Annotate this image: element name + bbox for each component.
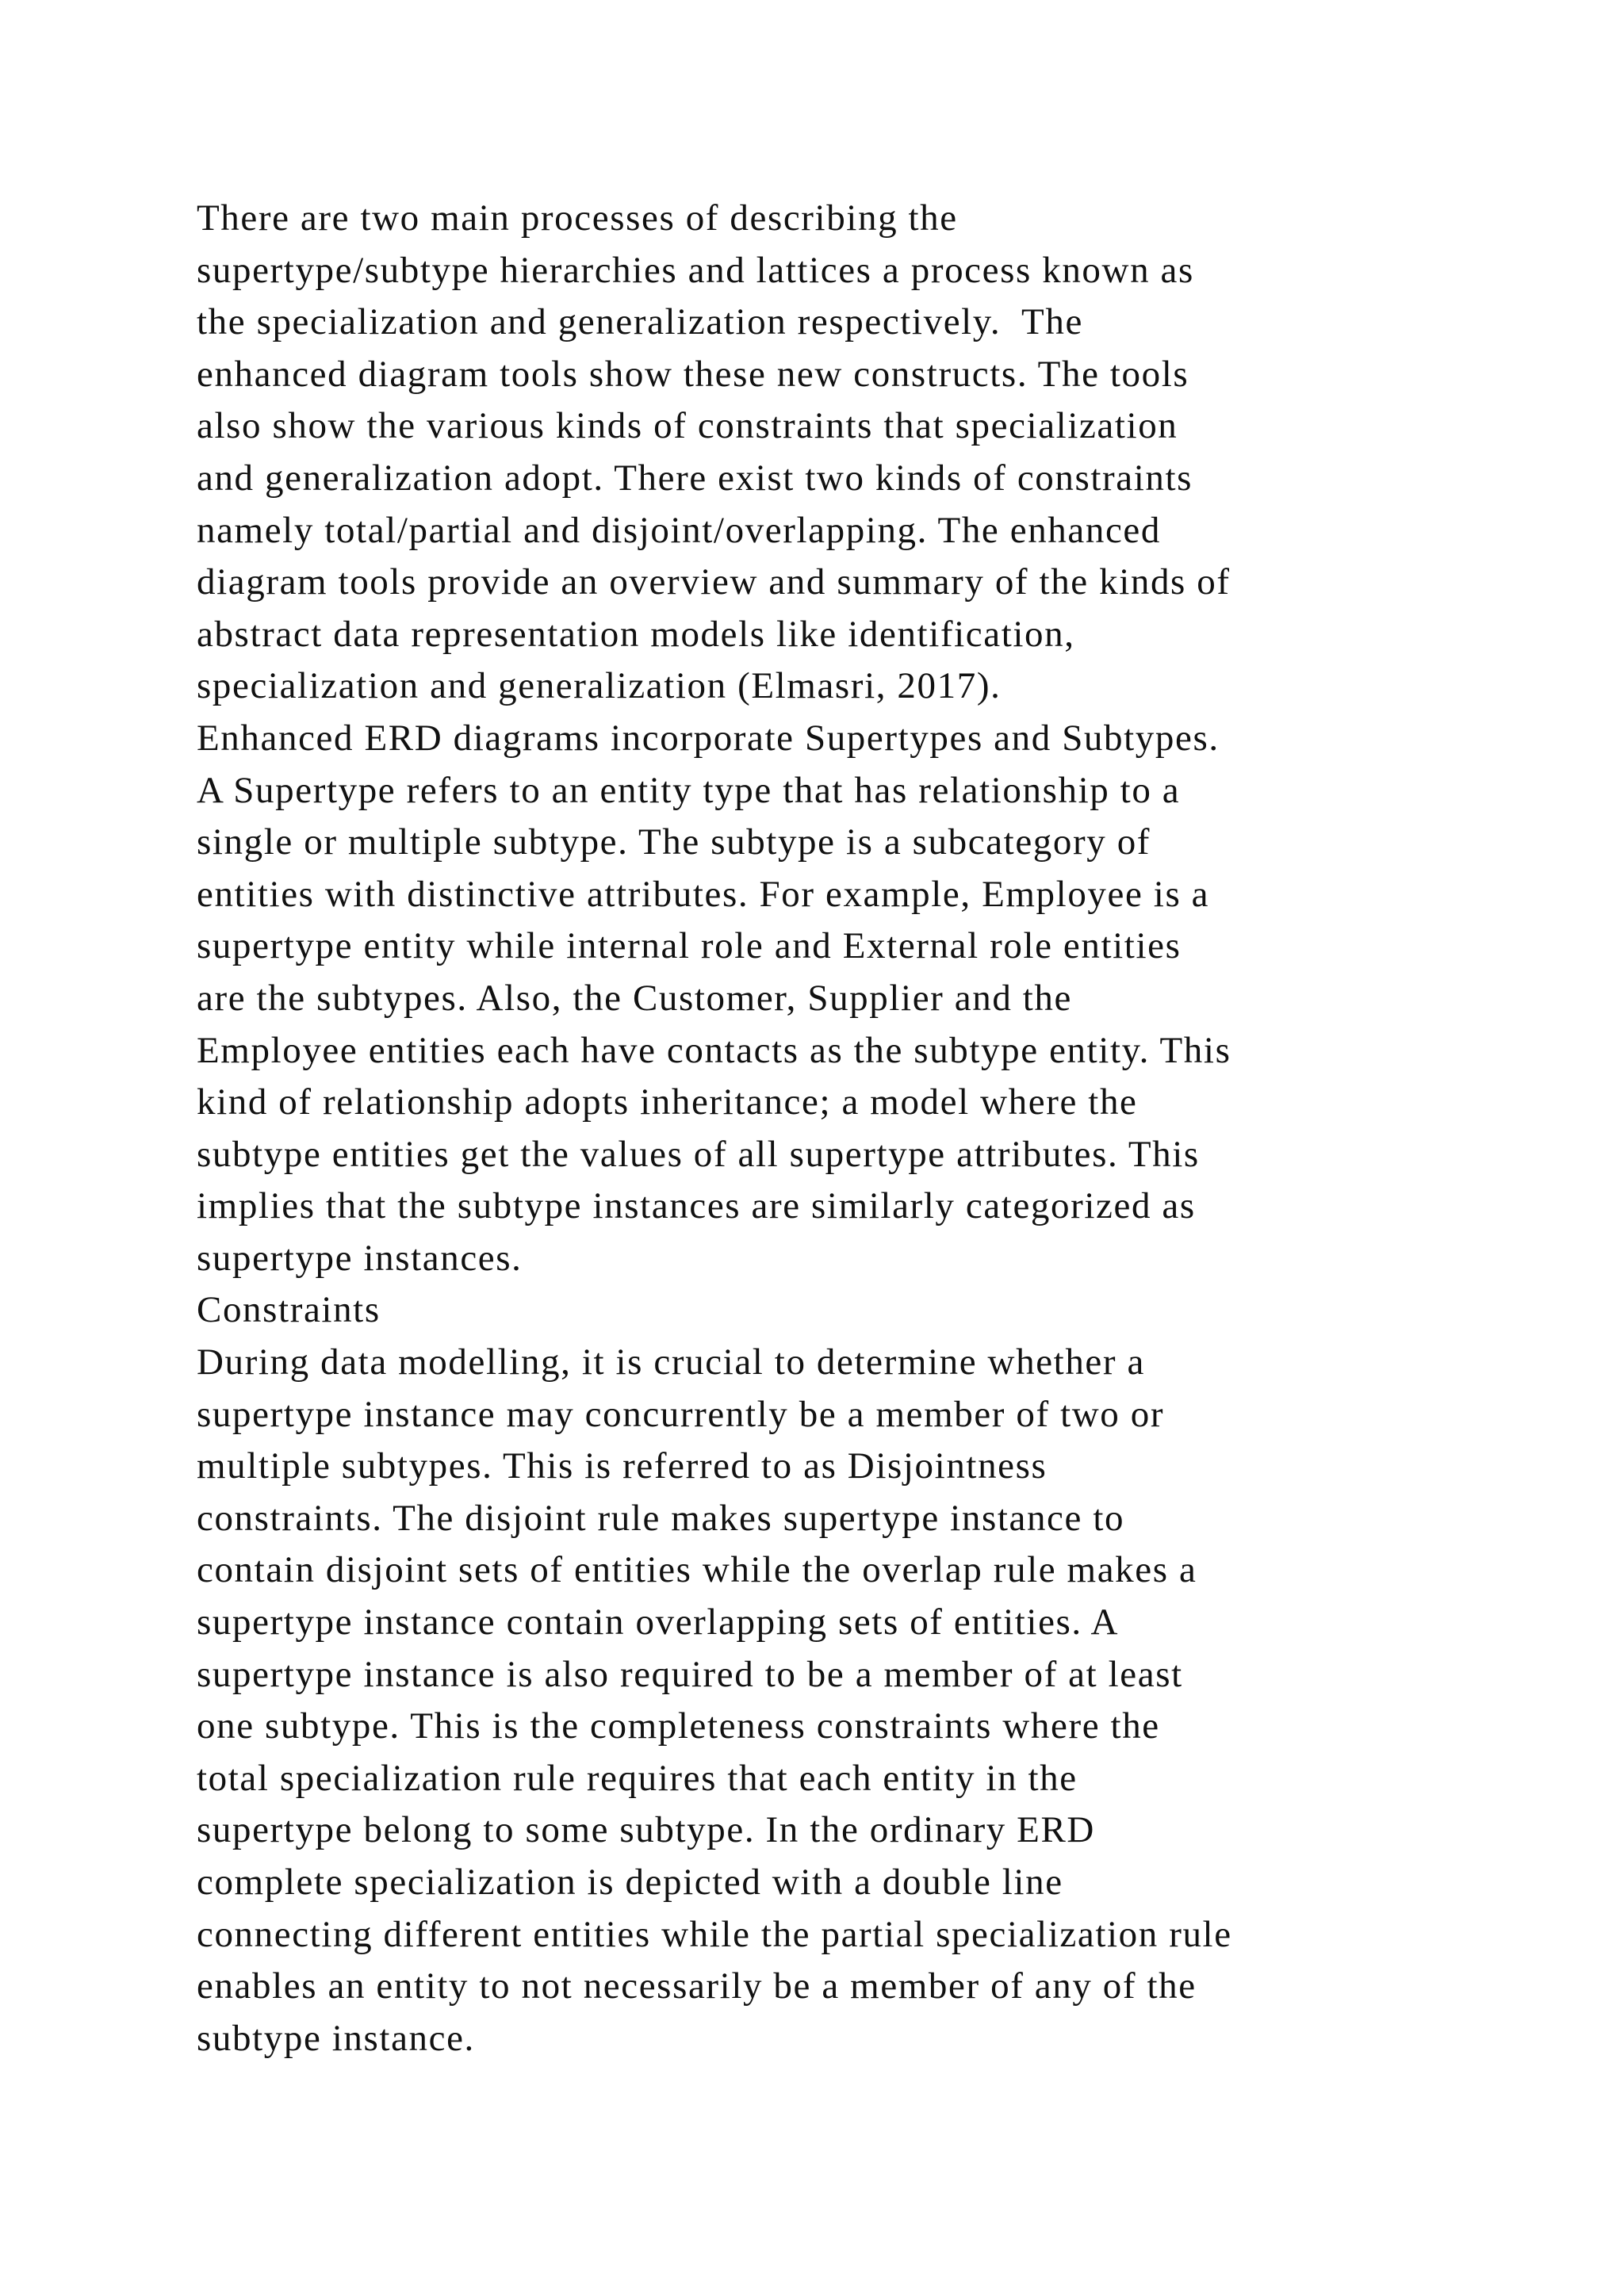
text-line: multiple subtypes. This is referred to as Disjointness [197, 1445, 1048, 1487]
section-heading-constraints: Constraints [197, 1289, 381, 1331]
text-line: contain disjoint sets of entities while the overlap rule makes a [197, 1549, 1197, 1591]
text-line: also show the various kinds of constraints that specialization [197, 405, 1178, 447]
text-line: one subtype. This is the completeness constraints where the [197, 1705, 1160, 1747]
text-line: supertype/subtype hierarchies and lattices a process known as [197, 249, 1194, 291]
text-line: There are two main processes of describing the [197, 197, 958, 239]
text-line: kind of relationship adopts inheritance; a model where the [197, 1081, 1138, 1123]
text-line: Employee entities each have contacts as the subtype entity. This [197, 1029, 1231, 1071]
text-line: Enhanced ERD diagrams incorporate Supertypes and Subtypes. [197, 717, 1220, 759]
text-line: namely total/partial and disjoint/overlapping. The enhanced [197, 509, 1161, 551]
text-line: abstract data representation models like identification, [197, 613, 1075, 655]
text-line: and generalization adopt. There exist two kinds of constraints [197, 457, 1193, 499]
text-line: connecting different entities while the partial specialization rule [197, 1913, 1232, 1955]
text-line: diagram tools provide an overview and summary of the kinds of [197, 561, 1231, 603]
text-line: constraints. The disjoint rule makes supertype instance to [197, 1497, 1125, 1539]
text-line: specialization and generalization (Elmasri, 2017). [197, 665, 1002, 707]
text-line: single or multiple subtype. The subtype is a subcategory of [197, 821, 1151, 863]
text-line: A Supertype refers to an entity type that has relationship to a [197, 769, 1181, 811]
text-line: supertype belong to some subtype. In the ordinary ERD [197, 1809, 1095, 1851]
text-line: supertype instance is also required to be a member of at least [197, 1653, 1183, 1695]
text-line: supertype instance may concurrently be a member of two or [197, 1393, 1165, 1435]
text-line: complete specialization is depicted with a double line [197, 1862, 1063, 1903]
text-line: supertype instance contain overlapping sets of entities. A [197, 1601, 1120, 1644]
text-line: subtype instance. [197, 2017, 475, 2059]
text-line: are the subtypes. Also, the Customer, Supplier and the [197, 977, 1072, 1019]
text-line: supertype instances. [197, 1237, 523, 1279]
text-line: enables an entity to not necessarily be a member of any of the [197, 1965, 1197, 2007]
text-line: During data modelling, it is crucial to determine whether a [197, 1341, 1145, 1383]
text-line: enhanced diagram tools show these new constructs. The tools [197, 353, 1189, 395]
text-line: subtype entities get the values of all supertype attributes. This [197, 1133, 1200, 1175]
document-body [197, 193, 1513, 2064]
text-line: implies that the subtype instances are similarly categorized as [197, 1185, 1196, 1227]
text-line: total specialization rule requires that each entity in the [197, 1757, 1078, 1799]
text-line: supertype entity while internal role and External role entities [197, 925, 1182, 967]
text-line: entities with distinctive attributes. For example, Employee is a [197, 873, 1210, 915]
text-line: the specialization and generalization respectively. The [197, 301, 1083, 343]
